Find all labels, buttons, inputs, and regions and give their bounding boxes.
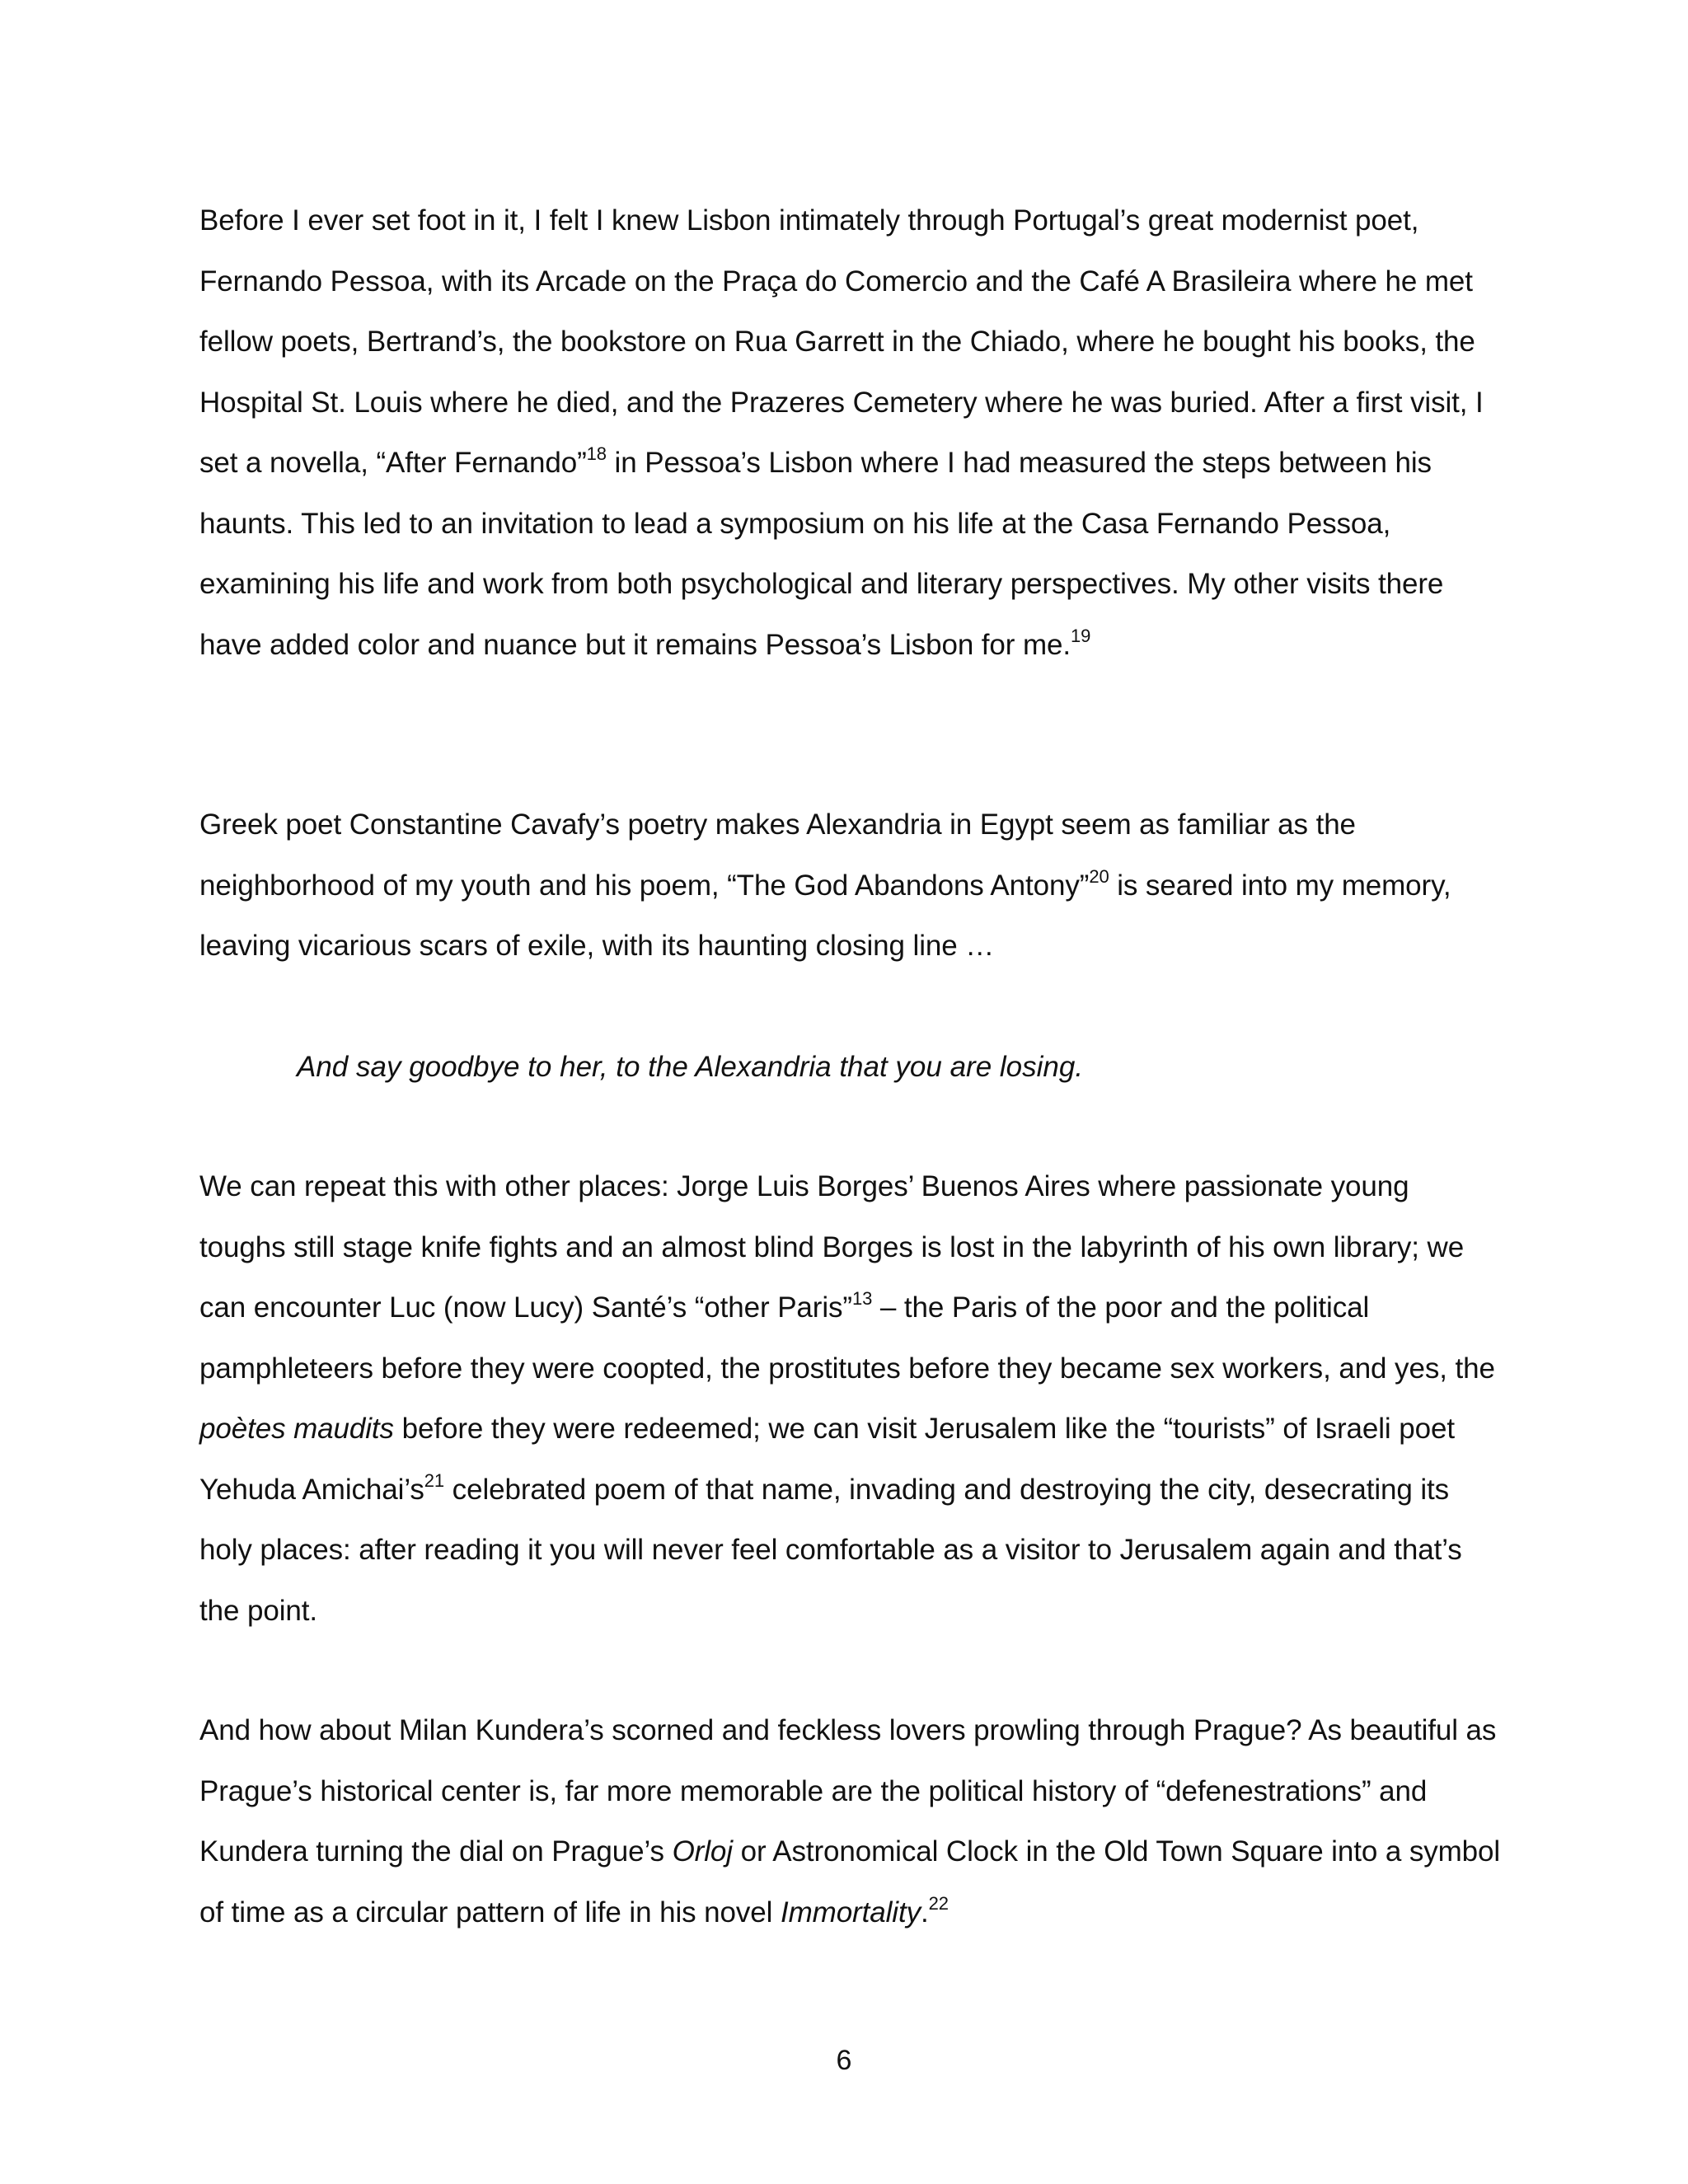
footnote-ref[interactable]: 22: [928, 1892, 949, 1914]
paragraph-text: is seared into my memory, leaving vicarious scars of exile, with its haunting closing line …: [199, 869, 1451, 962]
paragraph-text: before they were redeemed; we can visit Jerusalem like the “tourists” of Israeli poet Yehuda Amichai’s: [199, 1413, 1455, 1506]
paragraph-text: We can repeat this with other places: Jorge Luis Borges’ Buenos Aires where passionate young toughs still stage knife fights and an almost blind Borges is lost in the labyrinth of his own library; we can encounter Luc (now Lucy) Santé’s “other Paris”: [199, 1170, 1465, 1324]
italic-phrase: Orloj: [672, 1835, 733, 1868]
paragraph-alexandria: [199, 794, 1502, 977]
page-number: 6: [836, 2045, 852, 2076]
paragraph-prague: [199, 1700, 1502, 1943]
footnote-ref[interactable]: 20: [1089, 865, 1109, 887]
paragraph-text: And how about Milan Kundera’s scorned and feckless lovers prowling through Prague? As beautiful as Prague’s historical center is, far more memorable are the political history of “defenestrations” and Kundera turning the dial on Prague’s: [199, 1714, 1497, 1868]
paragraph-text: celebrated poem of that name, invading and destroying the city, desecrating its holy places: after reading it you will never feel comfortable as a visitor to Jerusalem again and that’s the point.: [199, 1473, 1462, 1627]
footnote-ref[interactable]: 19: [1071, 625, 1091, 646]
footnote-ref[interactable]: 13: [852, 1288, 873, 1309]
paragraph-text: .: [920, 1896, 929, 1929]
paragraph-lisbon: [199, 190, 1502, 675]
paragraph-other-places: [199, 1156, 1502, 1641]
paragraph-text: Greek poet Constantine Cavafy’s poetry makes Alexandria in Egypt seem as familiar as the neighborhood of my youth and his poem, “The God Abandons Antony”: [199, 808, 1356, 902]
italic-title: Immortality: [780, 1896, 921, 1929]
footnote-ref[interactable]: 18: [586, 443, 607, 464]
paragraph-text: Before I ever set foot in it, I felt I knew Lisbon intimately through Portugal’s great modernist poet, Fernando Pessoa, with its Arcade on the Praça do Comercio and the Café A Brasileira where he met fellow poets, Bertrand’s, the bookstore on Rua Garrett in the Chiado, where he bought his books, the Hospital St. Louis where he died, and the Prazeres Cemetery where he was buried. After a first visit, I set a novella, “After Fernando”: [199, 204, 1484, 479]
paragraph-text: – the Paris of the poor and the political pamphleteers before they were coopted, the prostitutes before they became sex workers, and yes, the: [199, 1291, 1495, 1385]
italic-phrase: poètes maudits: [199, 1413, 394, 1445]
block-quote: And say goodbye to her, to the Alexandria that you are losing.: [297, 1051, 1084, 1083]
footnote-ref[interactable]: 21: [424, 1469, 445, 1491]
paragraph-text: or Astronomical Clock in the Old Town Square into a symbol of time as a circular pattern of life in his novel: [199, 1835, 1501, 1929]
paragraph-text: in Pessoa’s Lisbon where I had measured the steps between his haunts. This led to an invitation to lead a symposium on his life at the Casa Fernando Pessoa, examining his life and work from both psychological and literary perspectives. My other visits there have added color and nuance but it remains Pessoa’s Lisbon for me.: [199, 447, 1444, 661]
